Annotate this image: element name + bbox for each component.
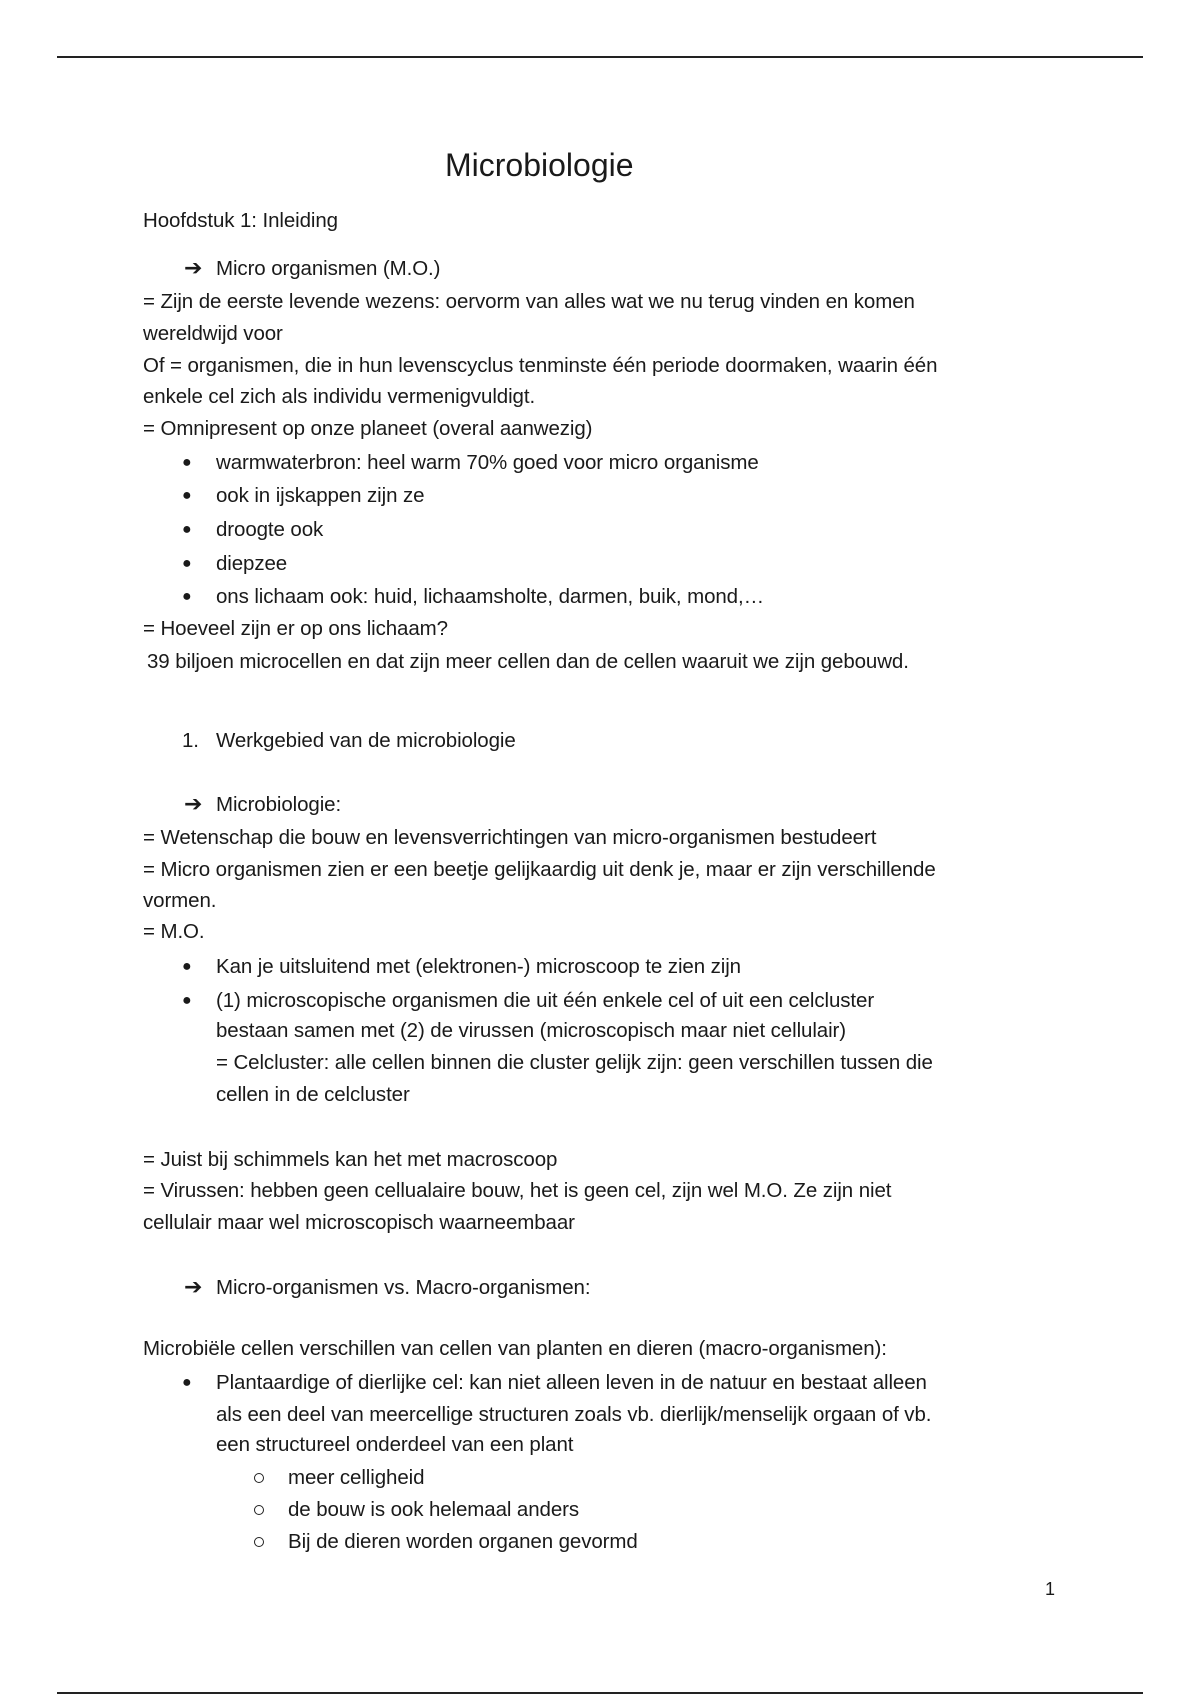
- sub-list-item: de bouw is ook helemaal anders: [288, 1498, 580, 1521]
- mo-def-line: = Zijn de eerste levende wezens: oervorm van alles wat we nu terug vinden en komen: [143, 290, 915, 313]
- after-line: = Virussen: hebben geen cellualaire bouw, het is geen cel, zijn wel M.O. Ze zijn niet: [143, 1179, 892, 1202]
- circle-bullet-icon: [254, 1505, 264, 1515]
- list-item: Kan je uitsluitend met (elektronen-) microscoop te zien zijn: [216, 955, 741, 978]
- top-rule: [57, 56, 1143, 58]
- bullet-dot: ●: [182, 454, 192, 471]
- bullet-dot: ●: [182, 992, 192, 1009]
- sub-list-item: Bij de dieren worden organen gevormd: [288, 1530, 638, 1553]
- arrow-icon: ➔: [184, 791, 203, 816]
- mo-def-line: Of = organismen, die in hun levenscyclus tenminste één periode doormaken, waarin één: [143, 354, 938, 377]
- body-answer: 39 biljoen microcellen en dat zijn meer cellen dan de cellen waaruit we zijn gebouwd.: [147, 650, 909, 673]
- bullet-dot: ●: [182, 588, 192, 605]
- mo-def-line: wereldwijd voor: [143, 322, 283, 345]
- micro-def-line: = Wetenschap die bouw en levensverrichtingen van micro-organismen bestudeert: [143, 826, 877, 849]
- mo-def-line: = Omnipresent op onze planeet (overal aanwezig): [143, 417, 593, 440]
- mo-def-line: enkele cel zich als individu vermenigvuldigt.: [143, 385, 536, 408]
- list-item-continued: bestaan samen met (2) de virussen (microscopisch maar niet cellulair): [216, 1019, 846, 1042]
- page-title: Microbiologie: [445, 147, 634, 183]
- list-item: ons lichaam ook: huid, lichaamsholte, darmen, buik, mond,…: [216, 585, 764, 608]
- bullet-dot: ●: [182, 1374, 192, 1391]
- list-item: droogte ook: [216, 518, 324, 541]
- circle-bullet-icon: [254, 1537, 264, 1547]
- arrow-icon: ➔: [184, 255, 203, 280]
- list-item-continued: cellen in de celcluster: [216, 1083, 410, 1106]
- section-heading: Werkgebied van de microbiologie: [216, 729, 516, 752]
- micro-def-line: vormen.: [143, 889, 217, 912]
- after-line: cellulair maar wel microscopisch waarneembaar: [143, 1211, 575, 1234]
- list-item-continued: een structureel onderdeel van een plant: [216, 1433, 574, 1456]
- micro-def-line: = Micro organismen zien er een beetje gelijkaardig uit denk je, maar er zijn verschillende: [143, 858, 936, 881]
- micro-def-line: = M.O.: [143, 920, 205, 943]
- chapter-heading: Hoofdstuk 1: Inleiding: [143, 209, 338, 232]
- vs-heading: Micro-organismen vs. Macro-organismen:: [216, 1276, 591, 1299]
- list-item: warmwaterbron: heel warm 70% goed voor micro organisme: [216, 451, 759, 474]
- mo-heading: Micro organismen (M.O.): [216, 257, 441, 280]
- section-number: 1.: [182, 729, 199, 752]
- list-item: diepzee: [216, 552, 288, 575]
- bottom-rule: [57, 1692, 1143, 1694]
- microbiologie-heading: Microbiologie:: [216, 793, 342, 816]
- bullet-dot: ●: [182, 487, 192, 504]
- page-number: 1: [1045, 1579, 1056, 1599]
- sub-list-item: meer celligheid: [288, 1466, 425, 1489]
- arrow-icon: ➔: [184, 1274, 203, 1299]
- list-item: (1) microscopische organismen die uit één enkele cel of uit een celcluster: [216, 989, 875, 1012]
- bullet-dot: ●: [182, 958, 192, 975]
- after-line: = Juist bij schimmels kan het met macroscoop: [143, 1148, 558, 1171]
- list-item: ook in ijskappen zijn ze: [216, 484, 425, 507]
- list-item-continued: als een deel van meercellige structuren zoals vb. dierlijk/menselijk orgaan of vb.: [216, 1403, 932, 1426]
- bullet-dot: ●: [182, 521, 192, 538]
- vs-intro: Microbiële cellen verschillen van cellen van planten en dieren (macro-organismen):: [143, 1337, 887, 1360]
- bullet-dot: ●: [182, 555, 192, 572]
- list-item-continued: = Celcluster: alle cellen binnen die cluster gelijk zijn: geen verschillen tussen die: [216, 1051, 933, 1074]
- circle-bullet-icon: [254, 1473, 264, 1483]
- list-item: Plantaardige of dierlijke cel: kan niet alleen leven in de natuur en bestaat alleen: [216, 1371, 927, 1394]
- body-question: = Hoeveel zijn er op ons lichaam?: [143, 617, 448, 640]
